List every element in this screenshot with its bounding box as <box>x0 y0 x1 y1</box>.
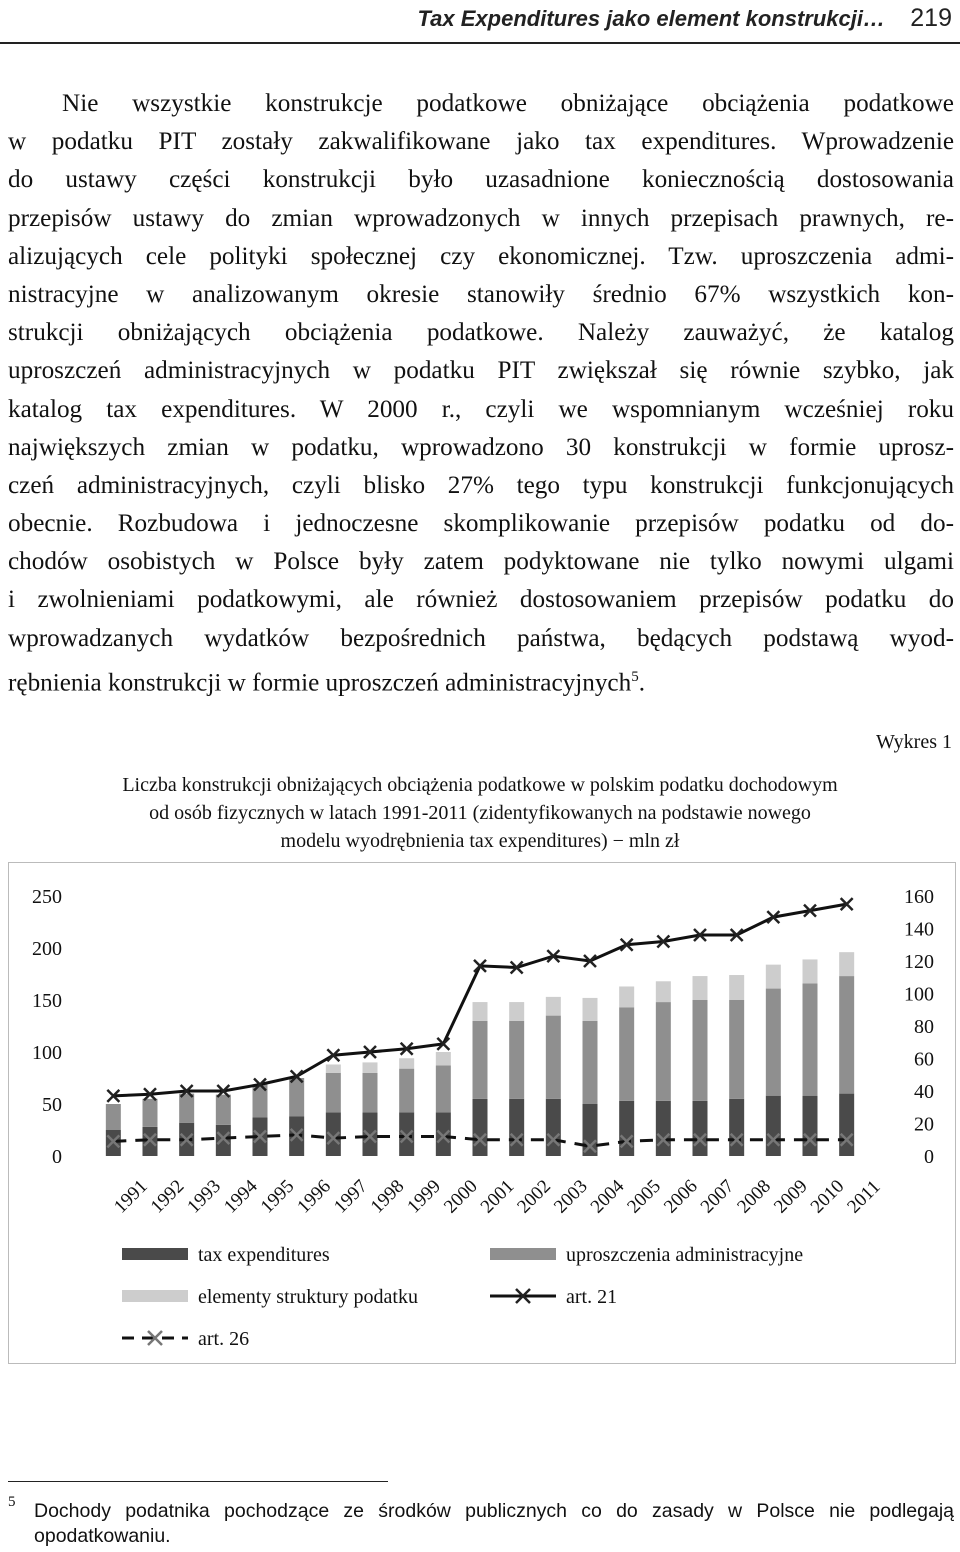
bar-segment <box>619 1007 634 1101</box>
x-tick-label: 2009 <box>770 1175 812 1218</box>
bar-segment <box>106 1104 121 1130</box>
x-tick-label: 2005 <box>623 1175 666 1218</box>
bar-segment <box>619 986 634 1007</box>
paragraph-line: alizujących cele polityki społecznej czy ekonomicznej. Tzw. uproszczenia admi- <box>8 242 954 270</box>
bar-segment <box>583 1021 598 1104</box>
bar-segment <box>839 952 854 976</box>
x-tick-label: 1994 <box>220 1175 262 1218</box>
paragraph-line: i zwolnieniami podatkowymi, ale również dostosowaniem przepisów podatku do <box>8 586 954 614</box>
bar-segment <box>143 1099 158 1127</box>
bar-segment <box>216 1095 231 1125</box>
bar-segment <box>216 1125 231 1156</box>
bar-segment <box>473 1099 488 1156</box>
x-tick-label: 2011 <box>843 1176 885 1218</box>
y-right-tick-label: 80 <box>914 1016 934 1038</box>
bar-segment <box>766 989 781 1096</box>
chart-title <box>40 771 920 855</box>
bar-segment <box>399 1058 414 1068</box>
chart-title-line: od osób fizycznych w latach 1991-2011 (zidentyfikowanych na podstawie nowego <box>149 802 811 824</box>
bar-segment <box>656 981 671 1002</box>
bar-segment <box>766 965 781 989</box>
bar-segment <box>693 1101 708 1156</box>
bar-segment <box>803 959 818 983</box>
bar-segment <box>509 1021 524 1099</box>
legend-label: tax expenditures <box>198 1244 330 1266</box>
paragraph-line: do ustawy części konstrukcji było uzasadnione koniecznością dostosowania <box>8 166 954 194</box>
x-tick-label: 2004 <box>586 1175 629 1218</box>
y-left-tick-label: 150 <box>32 990 62 1012</box>
bar-segment <box>473 1021 488 1099</box>
bar-segment <box>693 976 708 1000</box>
paragraph-line: w podatku PIT zostały zakwalifikowane jako tax expenditures. Wprowadzenie <box>8 128 954 156</box>
bar-segment <box>693 1000 708 1101</box>
bar-segment <box>839 1094 854 1156</box>
y-left-tick-label: 50 <box>42 1094 62 1116</box>
x-tick-label: 2010 <box>806 1175 849 1218</box>
legend-swatch <box>122 1290 188 1302</box>
chart-title-line: modelu wyodrębnienia tax expenditures) − mln zł <box>280 830 680 852</box>
y-left-tick-label: 100 <box>32 1042 62 1064</box>
bar-segment <box>473 1002 488 1021</box>
paragraph-line: przepisów ustawy do zmian wprowadzonych w innych przepisach prawnych, re- <box>8 204 954 232</box>
x-tick-label: 2008 <box>733 1175 776 1218</box>
bar-segment <box>729 1099 744 1156</box>
body-paragraph <box>8 85 954 696</box>
bar-segment <box>399 1069 414 1113</box>
bar-segment <box>509 1002 524 1021</box>
legend-swatch <box>122 1248 188 1260</box>
y-right-tick-label: 140 <box>904 918 934 941</box>
bar-segment <box>729 1000 744 1099</box>
bar-segment <box>436 1066 451 1113</box>
x-tick-label: 1997 <box>330 1175 372 1218</box>
bar-segment <box>656 1002 671 1101</box>
footnote-ref[interactable]: 5 <box>631 668 639 685</box>
bar-segment <box>656 1101 671 1156</box>
running-header <box>0 0 960 44</box>
y-right-tick-label: 40 <box>914 1081 934 1103</box>
bar-segment <box>363 1112 378 1156</box>
x-tick-label: 1992 <box>146 1175 189 1218</box>
y-left-tick-label: 250 <box>32 886 62 908</box>
x-tick-label: 1999 <box>403 1175 446 1218</box>
bar-segment <box>509 1099 524 1156</box>
bar-segment <box>583 998 598 1021</box>
legend-label: art. 21 <box>566 1286 618 1308</box>
x-tick-label: 2002 <box>513 1175 556 1218</box>
bar-segment <box>583 1104 598 1156</box>
bar-segment <box>179 1094 194 1123</box>
paragraph-line: wprowadzanych wydatków bezpośrednich państwa, będących podstawą wyod- <box>8 624 954 652</box>
legend-label: elementy struktury podatku <box>198 1286 418 1308</box>
paragraph-line: Nie wszystkie konstrukcje podatkowe obniżające obciążenia podatkowe <box>62 90 954 117</box>
legend-swatch <box>490 1248 556 1260</box>
x-tick-label: 2007 <box>696 1175 739 1218</box>
bar-segment <box>436 1052 451 1066</box>
x-tick-label: 1993 <box>183 1175 226 1218</box>
x-tick-label: 1991 <box>110 1175 152 1218</box>
bar-segment <box>546 1099 561 1156</box>
footnote-text <box>34 1499 954 1549</box>
y-left-tick-label: 0 <box>52 1146 62 1168</box>
y-right-tick-label: 100 <box>904 983 934 1006</box>
figure-label: Wykres 1 <box>876 731 952 753</box>
x-tick-label: 1996 <box>293 1175 336 1218</box>
paragraph-line: uproszczeń administracyjnych w podatku PIT zwiększał się równie szybko, jak <box>8 357 954 385</box>
paragraph-line: największych zmian w podatku, wprowadzono 30 konstrukcji w formie uprosz- <box>8 433 954 461</box>
x-tick-label: 2001 <box>476 1175 519 1218</box>
bar-segment <box>326 1073 341 1113</box>
bar-segment <box>803 983 818 1095</box>
bar-segment <box>839 976 854 1094</box>
paragraph-line: katalog tax expenditures. W 2000 r., czyli we wspomnianym wcześniej roku <box>8 395 954 423</box>
x-tick-label: 2006 <box>660 1175 702 1218</box>
legend-label: art. 26 <box>198 1328 250 1350</box>
paragraph-line: chodów osobistych w Polsce były zatem podyktowane nie tylko nowymi ulgami <box>8 548 954 576</box>
paragraph-line: nistracyjne w analizowanym okresie stanowiły średnio 67% wszystkich kon- <box>8 280 954 308</box>
paragraph-last-line: rębnienia konstrukcji w formie uproszczeń administracyjnych$^5$. <box>8 668 645 697</box>
footnote-number: 5 <box>8 1494 16 1510</box>
y-right-tick-label: 120 <box>904 951 934 973</box>
x-tick-label: 2000 <box>440 1175 482 1218</box>
x-tick-label: 1995 <box>256 1175 299 1218</box>
bar-segment <box>399 1112 414 1156</box>
bar-segment <box>546 1016 561 1099</box>
running-title: Tax Expenditures jako element konstrukcji… <box>417 6 885 31</box>
chart-title-line: Liczba konstrukcji obniżających obciążenia podatkowe w polskim podatku dochodowym <box>122 774 838 796</box>
paragraph-line: strukcji obniżających obciążenia podatkowe. Należy zauważyć, że katalog <box>8 319 954 347</box>
bar-segment <box>326 1064 341 1072</box>
bar-segment <box>436 1112 451 1156</box>
y-left-tick-label: 200 <box>32 938 62 960</box>
bar-segment <box>729 975 744 1000</box>
footnote-rule <box>8 1481 388 1482</box>
legend-label: uproszczenia administracyjne <box>566 1244 804 1266</box>
page-number: 219 <box>910 4 952 32</box>
x-tick-label: 2003 <box>550 1175 592 1218</box>
y-right-tick-label: 0 <box>924 1146 934 1168</box>
paragraph-line: obecnie. Rozbudowa i jednoczesne skomplikowanie przepisów podatku od do- <box>8 510 954 538</box>
bar-segment <box>803 1096 818 1156</box>
bar-segment <box>289 1078 304 1116</box>
paragraph-line: czeń administracyjnych, czyli blisko 27% tego typu konstrukcji funkcjonujących <box>8 471 954 499</box>
x-tick-label: 1998 <box>366 1175 409 1218</box>
bar-segment <box>546 997 561 1016</box>
y-right-tick-label: 20 <box>914 1113 934 1136</box>
y-right-tick-label: 60 <box>914 1048 934 1071</box>
bar-segment <box>363 1062 378 1072</box>
chart <box>0 860 960 1380</box>
y-right-tick-label: 160 <box>904 886 934 908</box>
bar-segment <box>766 1096 781 1156</box>
footnote-line: Dochody podatnika pochodzące ze środków publicznych co do zasady w Polsce nie podlegają <box>34 1500 954 1522</box>
footnote-line: opodatkowaniu. <box>34 1525 171 1547</box>
bar-segment <box>363 1073 378 1113</box>
